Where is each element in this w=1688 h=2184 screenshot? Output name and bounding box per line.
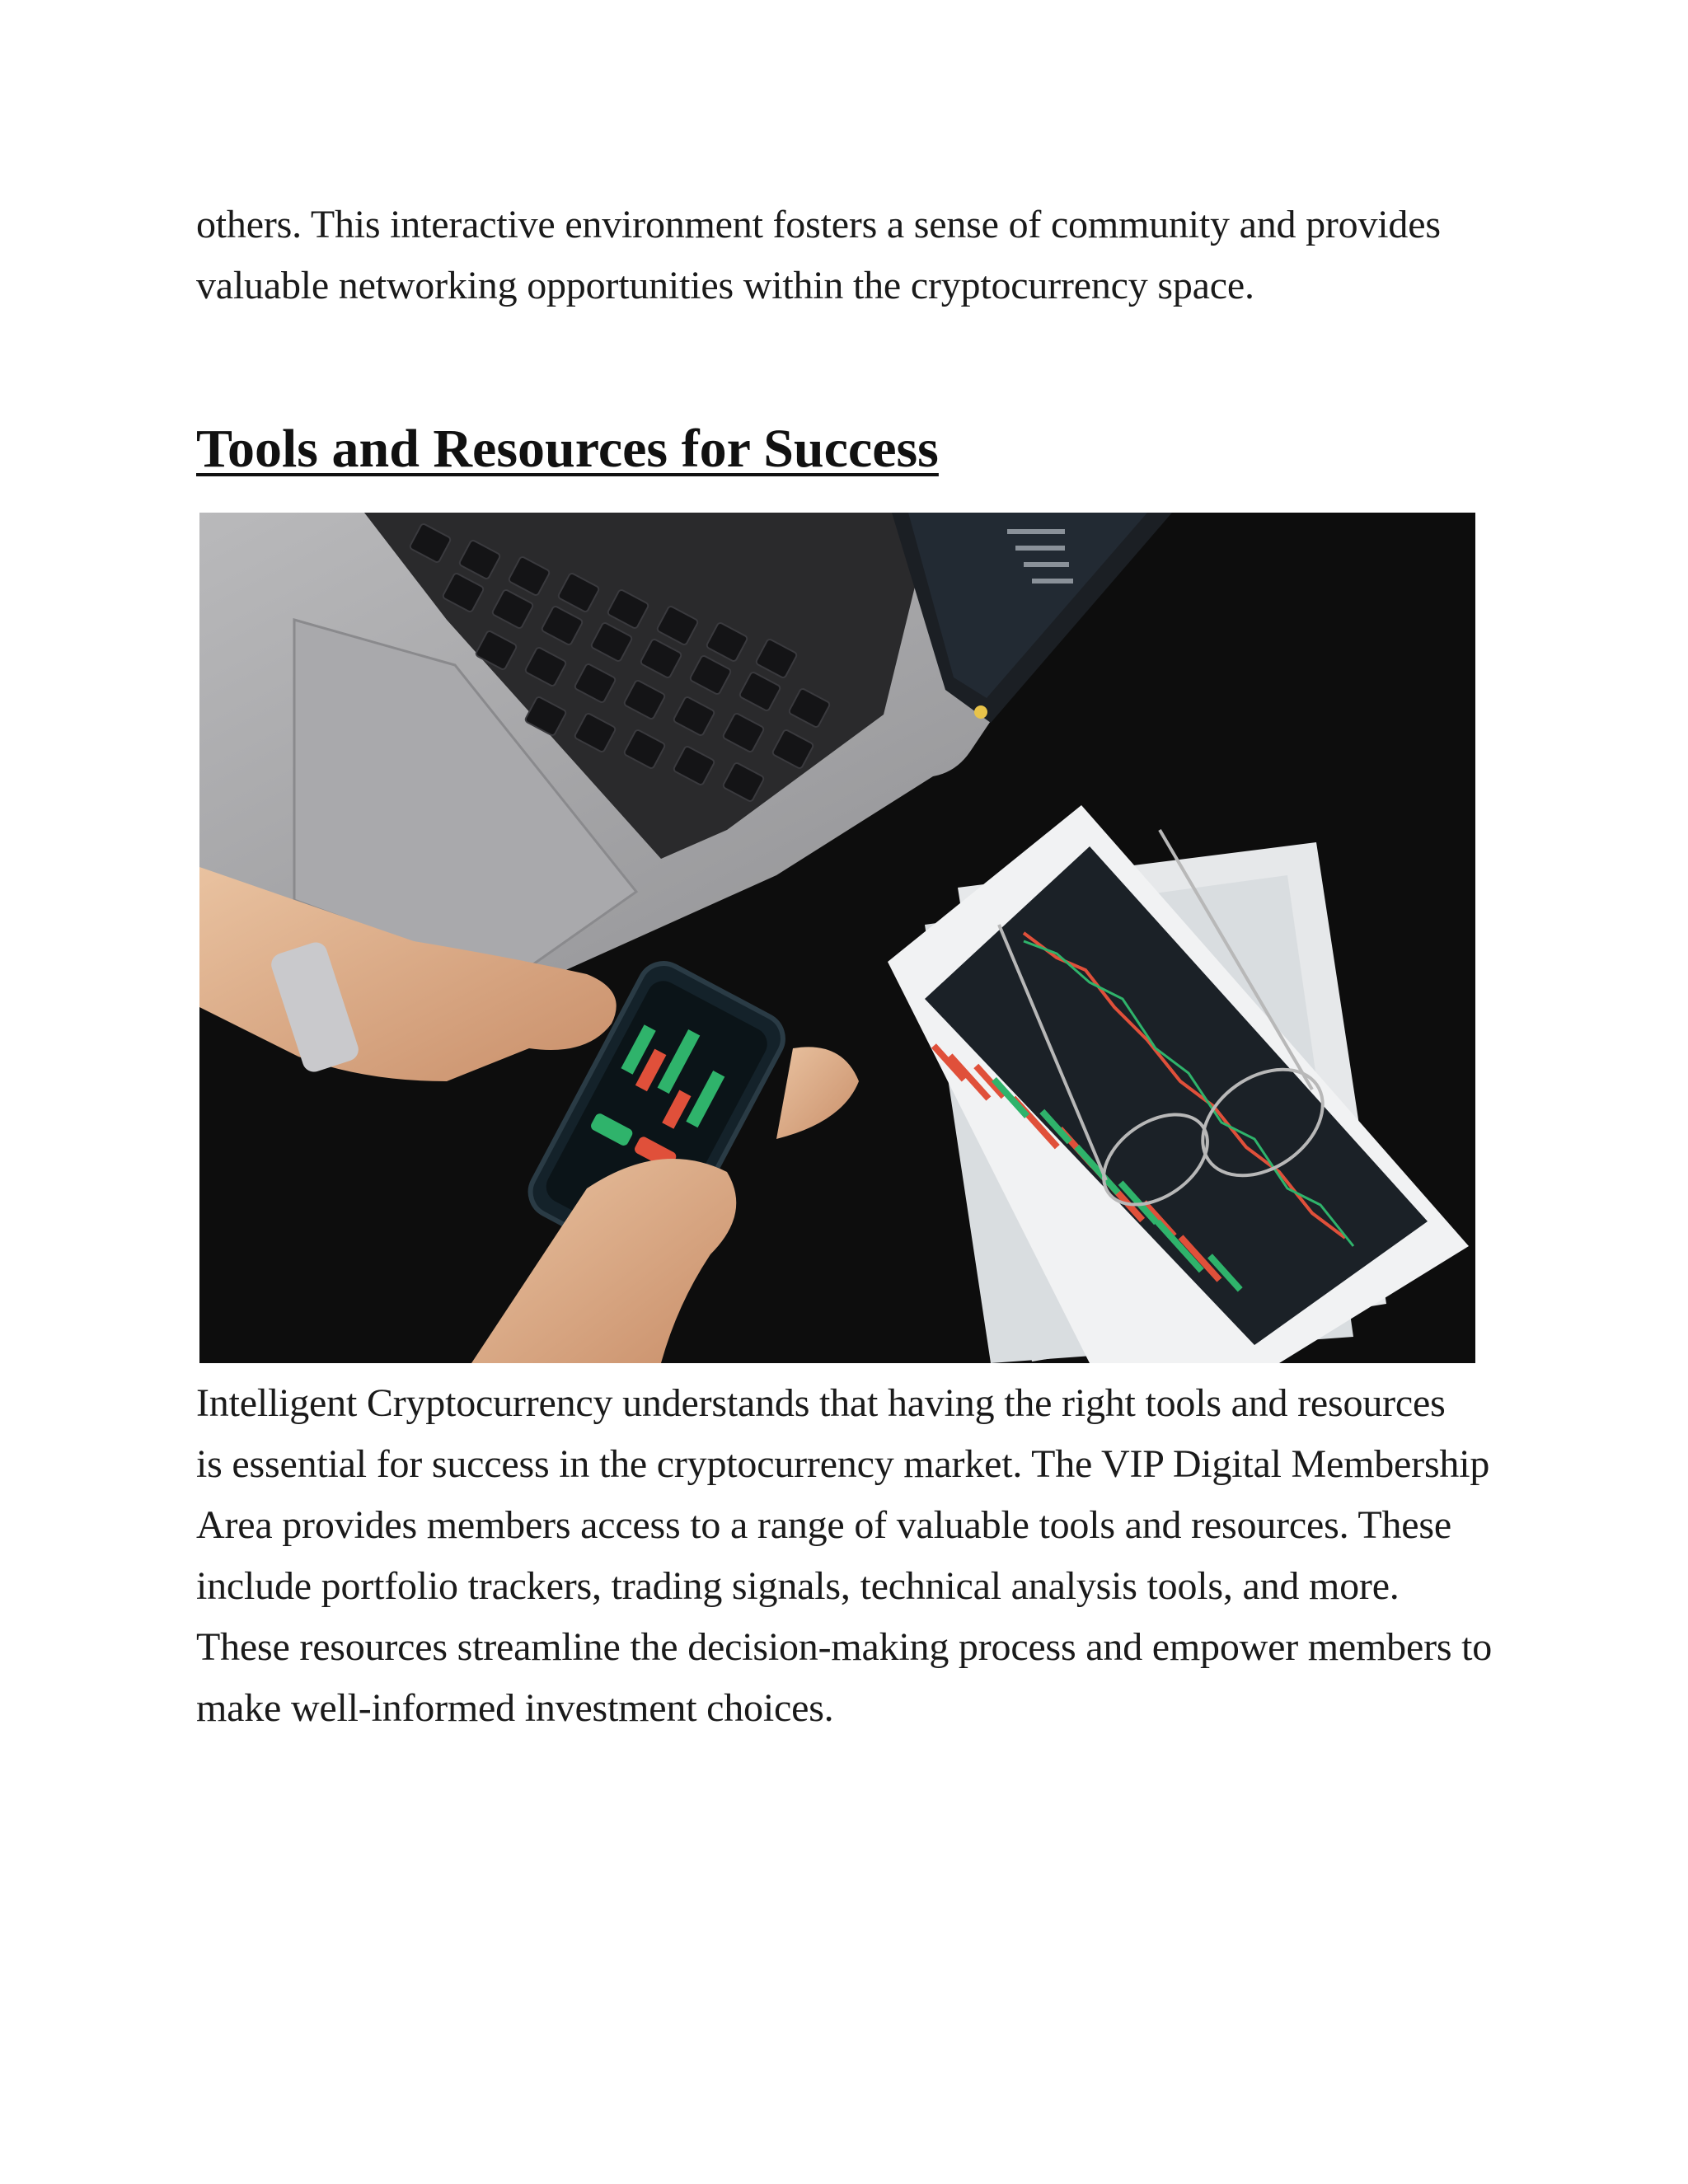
- trading-desk-photo: [199, 513, 1475, 1363]
- body-line: Area provides members access to a range of valuable tools and resources. These: [196, 1503, 1451, 1547]
- intro-line: valuable networking opportunities within the cryptocurrency space.: [196, 264, 1254, 307]
- body-line: is essential for success in the cryptocurrency market. The VIP Digital Membership: [196, 1442, 1490, 1486]
- section-heading: Tools and Resources for Success: [196, 419, 939, 479]
- intro-line: others. This interactive environment fosters a sense of community and provides: [196, 203, 1441, 246]
- body-line: make well-informed investment choices.: [196, 1686, 834, 1730]
- intro-paragraph: [196, 194, 1498, 316]
- body-line: These resources streamline the decision-making process and empower members to: [196, 1625, 1493, 1669]
- body-paragraph: [196, 1373, 1498, 1739]
- body-line: Intelligent Cryptocurrency understands that having the right tools and resources: [196, 1381, 1446, 1425]
- body-line: include portfolio trackers, trading signals, technical analysis tools, and more.: [196, 1564, 1400, 1608]
